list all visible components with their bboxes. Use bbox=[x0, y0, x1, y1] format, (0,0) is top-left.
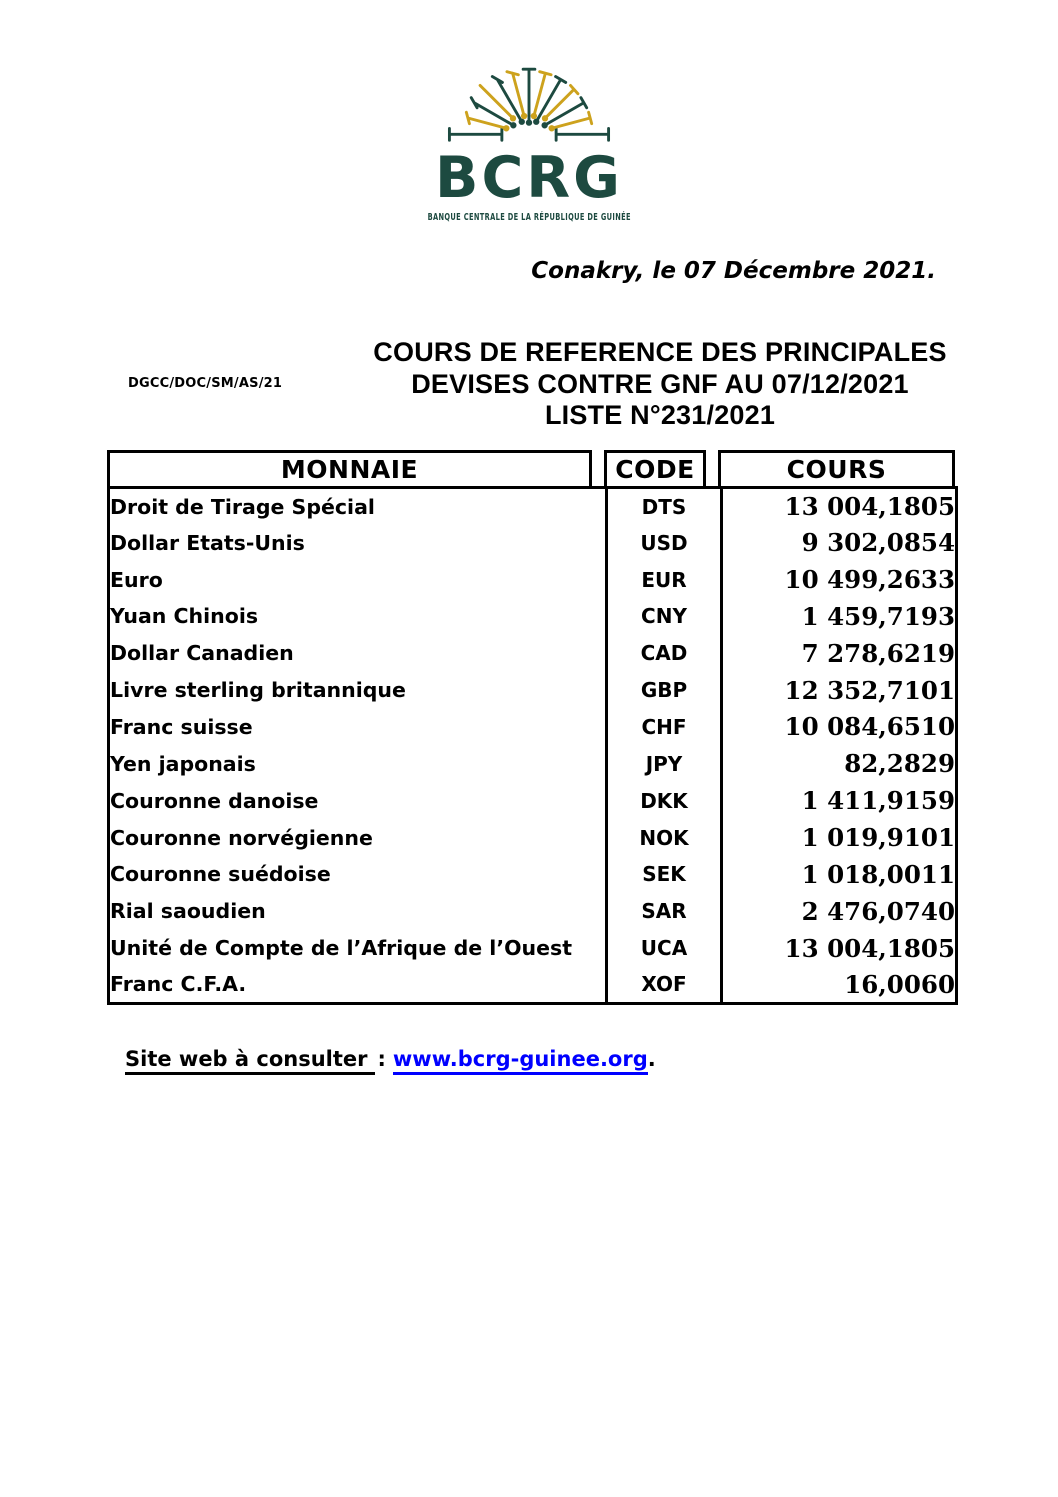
currency-name: Rial saoudien bbox=[110, 899, 266, 924]
table-row bbox=[109, 930, 957, 967]
exchange-rate: 7 278,6219 bbox=[801, 638, 955, 668]
exchange-rates-table bbox=[107, 450, 955, 1005]
column-header-cours: COURS bbox=[718, 450, 955, 489]
website-note bbox=[125, 1046, 656, 1075]
currency-name: Franc C.F.A. bbox=[110, 972, 247, 997]
currency-code: EUR bbox=[607, 561, 722, 598]
exchange-rate: 9 302,0854 bbox=[801, 528, 955, 558]
currency-name: Droit de Tirage Spécial bbox=[110, 494, 375, 519]
currency-name: Unité de Compte de l’Afrique de l’Ouest bbox=[110, 936, 573, 961]
currency-name: Euro bbox=[110, 567, 163, 592]
table-row bbox=[109, 966, 957, 1003]
currency-code: JPY bbox=[607, 745, 722, 782]
currency-name: Dollar Etats-Unis bbox=[110, 530, 305, 555]
table-row bbox=[109, 561, 957, 598]
title-line-3: LISTE N°231/2021 bbox=[544, 400, 776, 430]
currency-name: Dollar Canadien bbox=[110, 641, 294, 666]
table-row bbox=[109, 819, 957, 856]
logo-acronym: BCRG bbox=[435, 145, 623, 211]
exchange-rate: 10 084,6510 bbox=[784, 712, 955, 742]
table-header-row bbox=[107, 450, 955, 489]
table-row bbox=[109, 745, 957, 782]
website-period: . bbox=[647, 1047, 656, 1071]
exchange-rate: 1 459,7193 bbox=[801, 601, 955, 631]
title-line-1: COURS DE REFERENCE DES PRINCIPALES bbox=[373, 337, 947, 367]
website-link[interactable]: www.bcrg-guinee.org bbox=[393, 1046, 648, 1075]
column-header-monnaie: MONNAIE bbox=[107, 450, 592, 489]
exchange-rate: 2 476,0740 bbox=[801, 896, 955, 926]
currency-code: CHF bbox=[607, 709, 722, 746]
exchange-rate: 82,2829 bbox=[844, 749, 955, 779]
currency-code: CAD bbox=[607, 635, 722, 672]
document-title bbox=[330, 337, 990, 432]
currency-name: Livre sterling britannique bbox=[110, 678, 406, 703]
currency-name: Couronne suédoise bbox=[110, 862, 331, 887]
currency-name: Couronne norvégienne bbox=[110, 825, 373, 850]
currency-code: DTS bbox=[607, 488, 722, 525]
exchange-rate: 10 499,2633 bbox=[784, 565, 955, 595]
exchange-rate: 13 004,1805 bbox=[784, 933, 955, 963]
table-row bbox=[109, 709, 957, 746]
bcrg-emblem-icon bbox=[443, 62, 615, 147]
currency-code: SAR bbox=[607, 893, 722, 930]
currency-code: NOK bbox=[607, 819, 722, 856]
website-label: Site web à consulter bbox=[125, 1046, 375, 1075]
exchange-rate: 1 019,9101 bbox=[801, 823, 955, 853]
table-row bbox=[109, 782, 957, 819]
currency-code: CNY bbox=[607, 598, 722, 635]
logo-tagline: BANQUE CENTRALE DE LA RÉPUBLIQUE DE GUINÉE bbox=[427, 212, 631, 223]
currency-name: Yen japonais bbox=[110, 751, 256, 776]
reference-code: DGCC/DOC/SM/AS/21 bbox=[128, 376, 283, 391]
currency-code: UCA bbox=[607, 930, 722, 967]
exchange-rate: 1 018,0011 bbox=[801, 859, 955, 889]
table-row bbox=[109, 856, 957, 893]
currency-code: DKK bbox=[607, 782, 722, 819]
table-row bbox=[109, 672, 957, 709]
bcrg-logo bbox=[0, 62, 1058, 223]
exchange-rate: 1 411,9159 bbox=[801, 786, 955, 816]
exchange-rate: 13 004,1805 bbox=[784, 492, 955, 522]
table-row bbox=[109, 598, 957, 635]
currency-code: GBP bbox=[607, 672, 722, 709]
exchange-rate: 12 352,7101 bbox=[784, 675, 955, 705]
currency-name: Yuan Chinois bbox=[110, 604, 259, 629]
table-row bbox=[109, 488, 957, 525]
currency-name: Franc suisse bbox=[110, 714, 253, 739]
table-row bbox=[109, 524, 957, 561]
currency-name: Couronne danoise bbox=[110, 788, 319, 813]
rates-body bbox=[109, 488, 957, 1004]
column-header-code: CODE bbox=[604, 450, 706, 489]
table-row bbox=[109, 893, 957, 930]
currency-code: SEK bbox=[607, 856, 722, 893]
table-row bbox=[109, 635, 957, 672]
exchange-rate: 16,0060 bbox=[844, 969, 955, 999]
currency-code: USD bbox=[607, 524, 722, 561]
date-line: Conakry, le 07 Décembre 2021. bbox=[531, 258, 936, 284]
currency-code: XOF bbox=[607, 966, 722, 1003]
website-colon: : bbox=[377, 1047, 386, 1071]
title-line-2: DEVISES CONTRE GNF AU 07/12/2021 bbox=[411, 368, 909, 399]
